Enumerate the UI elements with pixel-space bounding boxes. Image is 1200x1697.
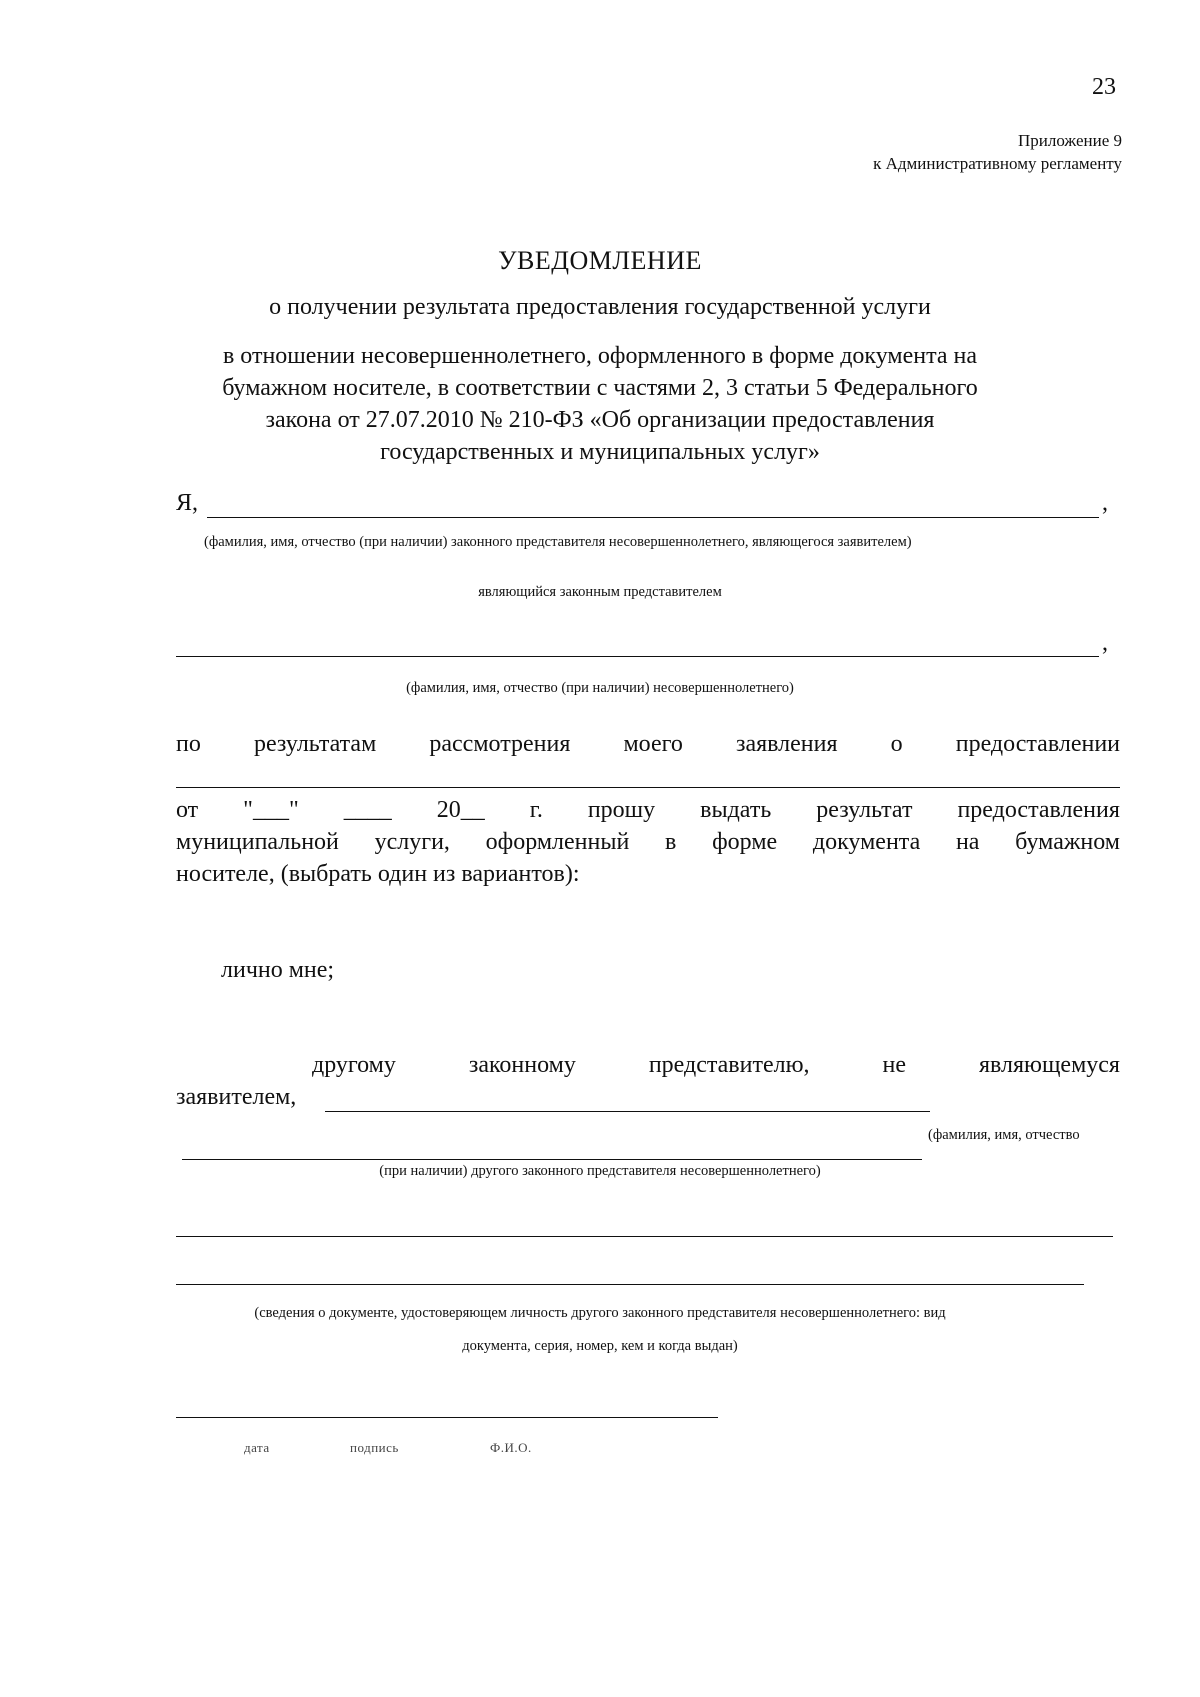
word: от bbox=[176, 797, 199, 823]
paragraph-2-line-3: носителе, (выбрать один из вариантов): bbox=[176, 861, 580, 887]
subtitle-line-4: государственных и муниципальных услуг» bbox=[380, 439, 820, 465]
caption-other-fio-part2: (при наличии) другого законного представителя несовершеннолетнего) bbox=[379, 1163, 821, 1179]
word: выдать bbox=[700, 797, 772, 823]
word: о bbox=[890, 731, 903, 757]
word: моего bbox=[623, 731, 683, 757]
word: г. bbox=[529, 797, 543, 823]
word: представителю, bbox=[648, 1052, 810, 1078]
caption-document-line-2: документа, серия, номер, кем и когда выдан) bbox=[462, 1338, 738, 1354]
other-representative-field-2[interactable] bbox=[182, 1159, 922, 1160]
page-number: 23 bbox=[1092, 74, 1116, 100]
paragraph-2-line-2: муниципальной услуги, оформленный в форме документа на бумажном bbox=[176, 829, 1120, 855]
document-info-field-2[interactable] bbox=[176, 1284, 1084, 1285]
ya-label: Я, bbox=[176, 490, 199, 516]
signature-field[interactable] bbox=[176, 1417, 718, 1418]
document-subtitle: о получении результата предоставления государственной услуги bbox=[269, 294, 931, 320]
being-representative-text: являющийся законным представителем bbox=[478, 584, 722, 600]
other-representative-field[interactable] bbox=[325, 1111, 930, 1112]
word: законному bbox=[468, 1052, 576, 1078]
applicant-name-field[interactable] bbox=[207, 517, 1099, 518]
date-month-field[interactable]: ____ bbox=[343, 797, 392, 823]
minor-name-field[interactable] bbox=[176, 656, 1099, 657]
option-personally[interactable]: лично мне; bbox=[221, 957, 335, 983]
word: результатам bbox=[253, 731, 377, 757]
comma-2: , bbox=[1102, 630, 1108, 656]
caption-other-fio-part1: (фамилия, имя, отчество bbox=[928, 1127, 1080, 1143]
signature-fio-label: Ф.И.О. bbox=[490, 1440, 532, 1455]
word: другому bbox=[312, 1052, 396, 1078]
signature-date-label: дата bbox=[244, 1440, 270, 1455]
date-year-field[interactable]: 20__ bbox=[436, 797, 485, 823]
word: по bbox=[176, 731, 201, 757]
service-name-field[interactable] bbox=[176, 787, 1120, 788]
word: не bbox=[882, 1052, 906, 1078]
subtitle-line-3: закона от 27.07.2010 № 210-ФЗ «Об организации предоставления bbox=[265, 407, 935, 433]
option-other-representative-line-1[interactable] bbox=[312, 1052, 1120, 1079]
subtitle-line-2: бумажном носителе, в соответствии с частями 2, 3 статьи 5 Федерального bbox=[222, 375, 978, 401]
document-title: УВЕДОМЛЕНИЕ bbox=[498, 246, 702, 275]
date-day-field[interactable]: "___" bbox=[243, 797, 299, 823]
option-other-representative-line-2: заявителем, bbox=[176, 1084, 297, 1110]
word: прошу bbox=[587, 797, 656, 823]
signature-sign-label: подпись bbox=[350, 1440, 399, 1455]
word: заявления bbox=[735, 731, 838, 757]
caption-representative: (фамилия, имя, отчество (при наличии) законного представителя несовершеннолетнего, являющегося заявителем) bbox=[204, 534, 912, 550]
word: являющемуся bbox=[978, 1052, 1120, 1078]
word: предоставления bbox=[957, 797, 1120, 823]
appendix-line-2: к Административному регламенту bbox=[873, 154, 1122, 173]
word: предоставлении bbox=[955, 731, 1120, 757]
subtitle-line-1: в отношении несовершеннолетнего, оформленного в форме документа на bbox=[222, 343, 978, 369]
comma: , bbox=[1102, 490, 1108, 516]
caption-minor: (фамилия, имя, отчество (при наличии) несовершеннолетнего) bbox=[406, 680, 794, 696]
word: результат bbox=[816, 797, 913, 823]
document-info-field-1[interactable] bbox=[176, 1236, 1113, 1237]
paragraph-2-line-1 bbox=[176, 797, 1120, 824]
word: рассмотрения bbox=[429, 731, 571, 757]
caption-document-line-1: (сведения о документе, удостоверяющем личность другого законного представителя несовершеннолетнего: вид bbox=[254, 1305, 946, 1321]
appendix-line-1: Приложение 9 bbox=[1018, 131, 1122, 150]
paragraph-1-line bbox=[176, 731, 1120, 758]
